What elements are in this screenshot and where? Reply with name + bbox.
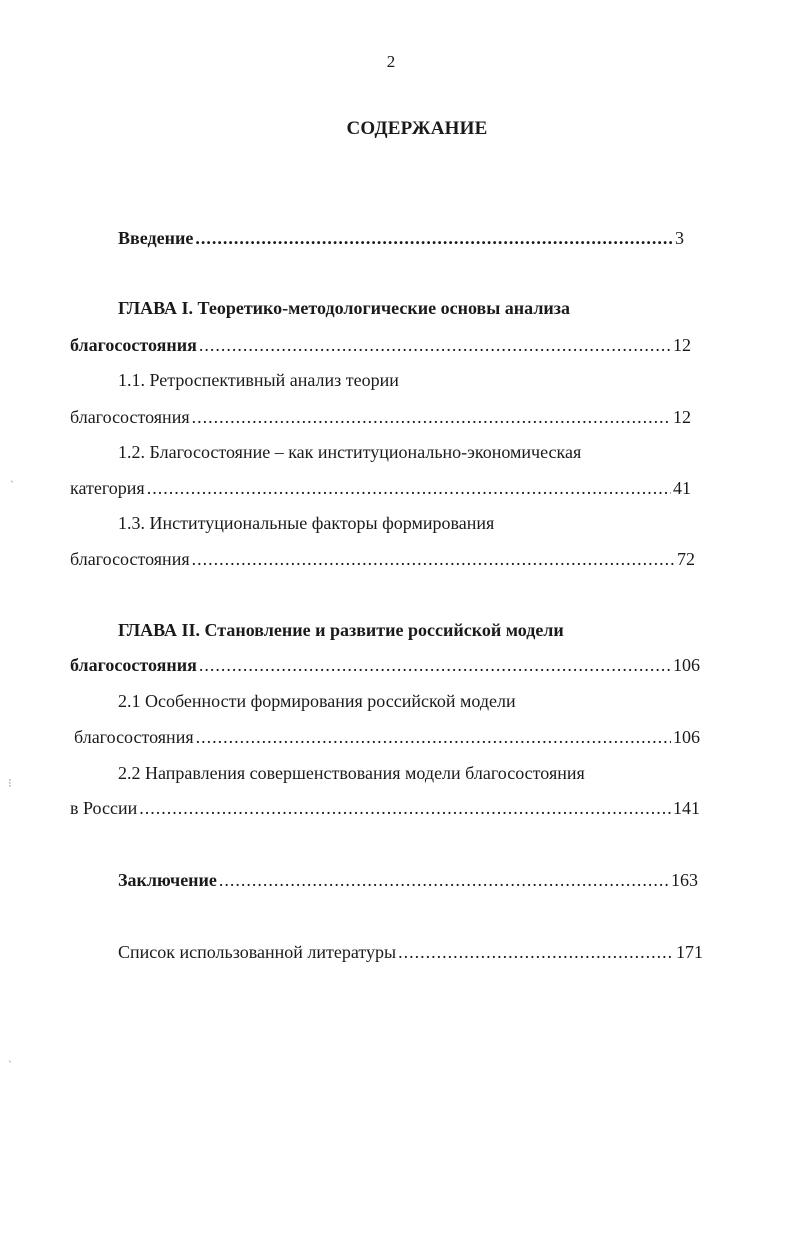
chapter1-heading: ГЛАВА I. Теоретико-методологические основы анализа bbox=[118, 298, 571, 318]
toc-entry-chapter2[interactable] bbox=[70, 653, 700, 677]
toc-entry-conclusion[interactable] bbox=[118, 868, 698, 892]
toc-label: Заключение bbox=[118, 870, 217, 890]
scan-mark: ˋ bbox=[10, 478, 14, 492]
leader-dots bbox=[192, 405, 671, 429]
toc-label: категория bbox=[70, 478, 145, 498]
toc-entry-chapter1[interactable] bbox=[70, 333, 691, 357]
toc-page: 106 bbox=[673, 727, 700, 747]
toc-page: 72 bbox=[677, 549, 695, 569]
toc-entry-section-1-1[interactable] bbox=[70, 405, 691, 429]
leader-dots bbox=[219, 868, 669, 892]
toc-page: 163 bbox=[671, 870, 698, 890]
toc-label: благосостояния bbox=[70, 407, 190, 427]
section-2-1-heading: 2.1 Особенности формирования российской модели bbox=[118, 691, 516, 711]
toc-page: 41 bbox=[673, 478, 691, 498]
scan-mark: ˋ bbox=[8, 1058, 12, 1072]
toc-label: благосостояния bbox=[70, 549, 190, 569]
leader-dots bbox=[199, 653, 671, 677]
toc-label: Список использованной литературы bbox=[118, 942, 397, 962]
toc-page: 141 bbox=[673, 798, 700, 818]
toc-page: 171 bbox=[676, 942, 703, 962]
page-title: СОДЕРЖАНИЕ bbox=[346, 118, 488, 139]
toc-entry-section-2-1[interactable] bbox=[74, 725, 700, 749]
toc-entry-section-1-3[interactable] bbox=[70, 547, 695, 571]
toc-page: 106 bbox=[673, 655, 700, 675]
toc-page: 12 bbox=[673, 407, 691, 427]
toc-label: в России bbox=[70, 798, 138, 818]
scan-mark: ⁝ bbox=[8, 776, 12, 790]
section-1-2-heading: 1.2. Благосостояние – как институционально-экономическая bbox=[118, 442, 582, 462]
toc-entry-bibliography[interactable] bbox=[118, 940, 703, 964]
toc-label: благосостояния bbox=[70, 655, 197, 675]
toc-page: 12 bbox=[673, 335, 691, 355]
page-number: 2 bbox=[386, 52, 396, 71]
toc-entry-section-2-2[interactable] bbox=[70, 796, 700, 820]
toc-entry-intro[interactable] bbox=[118, 226, 684, 250]
section-1-1-heading: 1.1. Ретроспективный анализ теории bbox=[118, 370, 399, 390]
leader-dots bbox=[139, 796, 671, 820]
toc-label: благосостояния bbox=[70, 335, 197, 355]
leader-dots bbox=[192, 547, 675, 571]
toc-page: 3 bbox=[675, 228, 684, 248]
leader-dots bbox=[398, 940, 674, 964]
chapter2-heading: ГЛАВА II. Становление и развитие российской модели bbox=[118, 620, 564, 640]
section-1-3-heading: 1.3. Институциональные факторы формирования bbox=[118, 513, 495, 533]
section-2-2-heading: 2.2 Направления совершенствования модели благосостояния bbox=[118, 763, 585, 783]
leader-dots bbox=[147, 476, 671, 500]
leader-dots bbox=[195, 226, 673, 250]
toc-label: Введение bbox=[118, 228, 194, 248]
leader-dots bbox=[199, 333, 671, 357]
leader-dots bbox=[196, 725, 671, 749]
toc-label: благосостояния bbox=[74, 727, 194, 747]
toc-entry-section-1-2[interactable] bbox=[70, 476, 691, 500]
